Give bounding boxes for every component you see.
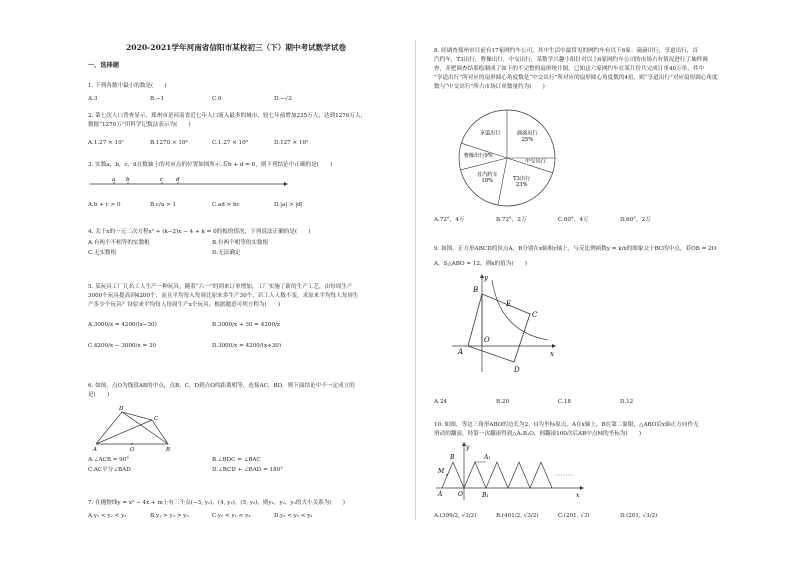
q3-stem: 3. 实数a，b，c，d在数轴上的对应点的位置如图所示.若b + d = 0，则下列结论中正确的是( ) [88, 162, 333, 168]
q9-figure [448, 272, 558, 380]
q10-stem-line1: 10. 如图，等边三角形ABO的边长为2，O为坐标原点，A在x轴上，B在第二象限，△ABO沿x轴正方向作无 [434, 422, 699, 428]
q7-option-b[interactable]: B.y₁ > y₂ > y₃ [150, 513, 189, 519]
q9-stem-line2: A，S△ABO = 12，则k的值为( ) [434, 261, 527, 267]
q5-option-a[interactable]: A.3000/x = 4200/(x−30) [88, 322, 157, 328]
q1-option-b[interactable]: B.−1 [150, 96, 165, 102]
q7-option-a[interactable]: A.y₁ < y₂ < y₃ [88, 513, 127, 519]
q4-option-d[interactable]: D.无法确定 [212, 250, 241, 256]
label-b1: B₁ [482, 492, 489, 499]
q10-option-c[interactable]: C.(201, √3) [558, 513, 590, 519]
x-axis-arrow [552, 344, 556, 348]
q5-option-d[interactable]: D.3000/x = 4200/(x+30) [212, 343, 282, 349]
section-heading: 一、选择题 [88, 62, 119, 69]
label-x: x [550, 350, 554, 358]
q7-option-c[interactable]: C.y₂ < y₁ < y₃ [212, 513, 251, 519]
q5-stem-line1: 5. 某玩具工厂几名工人生产一种玩具，随着“六一”的到来订单增加，工厂实施了新的生产工艺，由每周生产 [88, 284, 353, 290]
q4-stem: 4. 关于x的一元二次方程x² + (k−2)x − 4 + k = 0的根的情况，下列说法正确的是( ) [88, 229, 311, 235]
q8-option-d[interactable]: D.60°，2万 [620, 217, 651, 223]
q3-number-line [88, 174, 288, 194]
q2-stem-line1: 2. 第七次人口普查显示，郑州市是河南省近七年人口流入最多的城市，较七年前增加235万人，达到1270万人， [88, 113, 367, 119]
q5-stem-line2: 3000个玩具提高到4200个，而且平均每人每周比原来多生产30个，若工人人数不变，求原来平均每人每周生 [88, 293, 359, 299]
label-c: C [532, 311, 538, 319]
q6-option-d[interactable]: D.∠BCD + ∠BAD = 180° [212, 467, 284, 473]
q6-stem-line1: 6. 如图，点O为线段AB的中点，点B，C，D到点O的距离相等，连接AC，BD，则下面结论中不一定成立的 [88, 383, 355, 389]
label-b: b [126, 177, 130, 183]
q6-option-b[interactable]: B.∠BDC = ∠BAC [212, 457, 261, 463]
q1-stem: 1. 下列各数中最小的数是( ) [88, 83, 167, 89]
q2-option-a[interactable]: A.1.27 × 10⁷ [88, 140, 124, 146]
q9-option-a[interactable]: A.24 [434, 399, 447, 405]
triangle-abo [442, 462, 464, 488]
label-d: d [176, 177, 180, 183]
q2-stem-line2: 数据“1270万”用科学记数法表示为( ) [88, 122, 191, 128]
label-b: B [450, 454, 455, 461]
q6-option-c[interactable]: C.AC平分∠BAD [88, 467, 131, 473]
label-b: B [166, 447, 171, 452]
q5-option-c[interactable]: C.4200/x − 3000/x = 30 [88, 343, 157, 349]
label-a: A [93, 447, 97, 452]
point-o [131, 443, 133, 445]
label-a1: A₁ [484, 454, 491, 461]
q3-option-d[interactable]: D.|a| > |d| [274, 202, 303, 208]
segment-ac [96, 420, 152, 444]
q4-option-c[interactable]: C.无实数根 [88, 250, 117, 256]
q3-option-b[interactable]: B.c/a > 1 [150, 202, 177, 208]
q6-option-a[interactable]: A.∠ACB = 90° [88, 457, 130, 463]
q4-option-b[interactable]: B.有两个相等的实数根 [212, 240, 269, 246]
q8-option-c[interactable]: C.60°，4万 [558, 217, 589, 223]
q9-stem-line1: 9. 如图，正方形ABCD的顶点A，B分别在x轴和y轴上，与反比例函数y = k/x的图象交于BC的中点，若OB = 2O [434, 246, 717, 252]
label-d: D [514, 366, 520, 374]
q8-option-b[interactable]: B.72°，2万 [496, 217, 527, 223]
label-c: C [154, 416, 159, 422]
right-column [434, 0, 774, 562]
page-title: 2020-2021学年河南省信阳市某校初三（下）期中考试数学试卷 [126, 43, 347, 52]
q7-option-d[interactable]: D.y₂ < y₃ < y₁ [274, 513, 313, 519]
q9-option-c[interactable]: C.18 [558, 399, 571, 405]
pie-label-3: 首汽约车 18% [476, 171, 498, 185]
segment-bd [122, 412, 168, 444]
q8-stem-line2: 汽约车，T3出行，曹操出行，中交出行，某数学兴趣小组针对以上6家网约车公司的市场占有情况进行了抽样调 [434, 57, 708, 63]
q2-option-b[interactable]: B.1270 × 10⁴ [150, 140, 188, 146]
q8-option-a[interactable]: A.72°，4万 [434, 217, 465, 223]
pie-label-2: T3出行 23% [513, 175, 531, 188]
label-o: O [130, 447, 135, 452]
label-y: y [484, 274, 488, 282]
pie-label-0: 滴滴出行 25% [516, 130, 538, 143]
q4-option-a[interactable]: A.有两个不相等的实数根 [88, 240, 150, 246]
label-d: D [119, 406, 124, 412]
q2-option-d[interactable]: D.127 × 10⁵ [274, 140, 309, 146]
q3-option-a[interactable]: A.b + c > 0 [88, 202, 121, 208]
label-x: x [576, 492, 580, 499]
q6-figure [92, 402, 176, 452]
label-a: A [438, 491, 443, 498]
label-m: M [438, 468, 445, 475]
label-y: y [466, 444, 470, 451]
column-divider [415, 40, 416, 520]
label-c: c [160, 177, 164, 183]
label-b: B [473, 286, 479, 294]
q7-stem: 7. 在抛物线y = x² − 4x + m上有三个点(−3, y₁)，(4, y₂)，(5, y₃)，则y₁，y₂，y₃的大小关系为( ) [88, 500, 345, 506]
rolling-triangles [464, 462, 552, 488]
pie-label-1: 中交出行 [525, 158, 546, 165]
q10-option-a[interactable]: A.(399/2, √3/2) [434, 513, 477, 519]
q1-option-c[interactable]: C.0 [212, 96, 222, 102]
q8-stem-line1: 8. 经调查郑州市目前有17家网约车公司，其中生活中最常见的网约车有以下6家：滴滴出行，享道出行，首 [434, 48, 698, 54]
label-e: E [506, 300, 512, 308]
q5-stem-line3: 产多少个玩具？设原来平均每人每周生产x个玩具，根据题意可列方程为( ) [88, 302, 281, 308]
q8-stem-line5: 数与“中交出行”所占市场订单数量约为( ) [434, 84, 545, 90]
q9-option-b[interactable]: B.20 [496, 399, 510, 405]
q10-figure [434, 440, 584, 502]
q3-option-c[interactable]: C.ad > bc [212, 202, 240, 208]
x-axis-arrow [580, 486, 584, 490]
pie-label-4: 曹操出行9% [463, 153, 493, 160]
left-column [88, 0, 398, 562]
pie-label-5: 享道出行 [479, 130, 501, 137]
q10-stem-line2: 滑动的翻滚，经第一次翻滚得到△A₁B₁O，则翻滚100次后AB中点M的坐标为( ) [434, 431, 642, 437]
q6-stem-line2: 是( ) [88, 392, 110, 398]
q2-option-c[interactable]: C.1.27 × 10⁸ [212, 140, 248, 146]
point-m [446, 474, 448, 476]
q8-stem-line4: “享道出行”所对应的扇形圆心角度数是“中交出行”所对应的扇形圆心角度数的4倍，则“享道出行”对应扇形圆心角度 [434, 75, 718, 81]
q8-stem-line3: 查，并把调查结果绘制成了如下的不完整的扇形统计图，已知这六家网约车在某月份共完成订单40万单，其中 [434, 66, 705, 72]
q9-option-d[interactable]: D.12 [620, 399, 634, 405]
q1-option-d[interactable]: D.−√2 [274, 96, 292, 102]
label-a: A [458, 348, 464, 356]
q10-option-d[interactable]: D.(201, √3/2) [620, 513, 658, 519]
label-a: a [112, 177, 116, 183]
label-o: O [458, 491, 463, 498]
q1-option-a[interactable]: A.3 [88, 96, 98, 102]
q5-option-b[interactable]: B.3000/x + 30 = 4200/x [212, 322, 281, 328]
number-line-arrow [284, 182, 288, 186]
q8-pie-chart [452, 106, 562, 210]
q10-option-b[interactable]: B.(401/2, √3/2) [496, 513, 539, 519]
label-o: O [484, 336, 490, 344]
